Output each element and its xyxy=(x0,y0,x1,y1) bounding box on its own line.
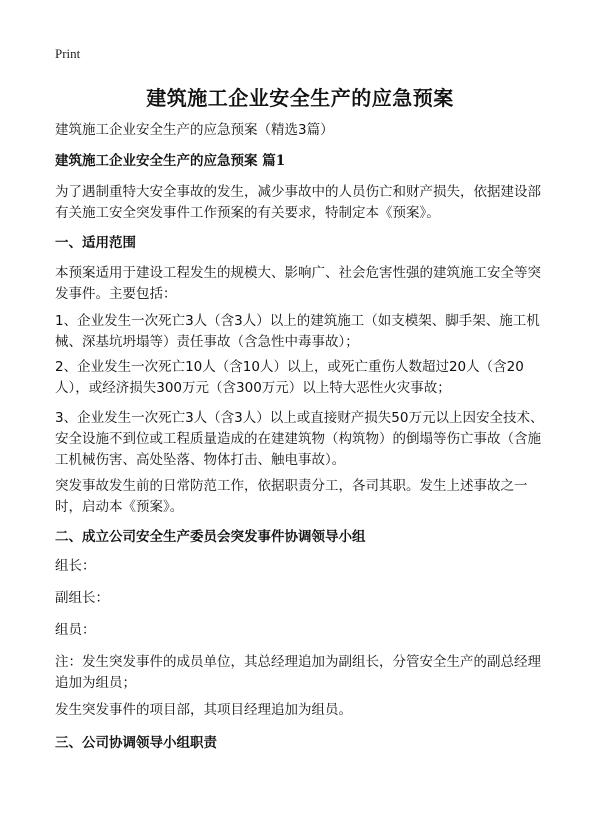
paragraph-deputy: 副组长： xyxy=(55,590,109,606)
heading-scope: 一、适用范围 xyxy=(55,235,136,251)
paragraph-prevention: 突发事故发生前的日常防范工作，依据职责分工，各司其职。发生上述事故之一时，启动本《预案》。 xyxy=(55,478,528,515)
section-title: 建筑施工企业安全生产的应急预案 篇1 xyxy=(55,153,286,169)
paragraph-note: 注：发生突发事件的成员单位，其总经理追加为副组长，分管安全生产的副总经理追加为组员； xyxy=(55,654,541,691)
document-subtitle: 建筑施工企业安全生产的应急预案（精选3篇） xyxy=(55,122,334,138)
list-item-2: 2、企业发生一次死亡10人（含10人）以上，或死亡重伤人数超过20人（含20人），或经济损失300万元（含300万元）以上特大恶性火灾事故； xyxy=(55,359,524,396)
paragraph-leader: 组长： xyxy=(55,558,96,574)
paragraph-intro: 为了遇制重特大安全事故的发生，减少事故中的人员伤亡和财产损失，依据建设部有关施工安全突发事件工作预案的有关要求，特制定本《预案》。 xyxy=(55,184,541,221)
document-title: 建筑施工企业安全生产的应急预案 xyxy=(146,86,454,110)
list-item-3: 3、企业发生一次死亡3人（含3人）以上或直接财产损失50万元以上因安全技术、安全设施不到位或工程质量造成的在建建筑物（构筑物）的倒塌等伤亡事故（含施工机械伤害、高处坠落、物体打击、触电事故）。 xyxy=(55,410,544,468)
paragraph-scope: 本预案适用于建设工程发生的规模大、影响广、社会危害性强的建筑施工安全等突发事件。主要包括： xyxy=(55,265,541,302)
heading-duties: 三、公司协调领导小组职责 xyxy=(55,735,217,751)
list-item-1: 1、企业发生一次死亡3人（含3人）以上的建筑施工（如支模架、脚手架、施工机械、深基坑坍塌等）责任事故（含急性中毒事故）； xyxy=(55,313,540,350)
paragraph-member: 组员： xyxy=(55,622,96,638)
print-link[interactable]: Print xyxy=(55,46,81,61)
paragraph-project: 发生突发事件的项目部，其项目经理追加为组员。 xyxy=(55,702,352,718)
heading-committee: 二、成立公司安全生产委员会突发事件协调领导小组 xyxy=(55,529,366,545)
